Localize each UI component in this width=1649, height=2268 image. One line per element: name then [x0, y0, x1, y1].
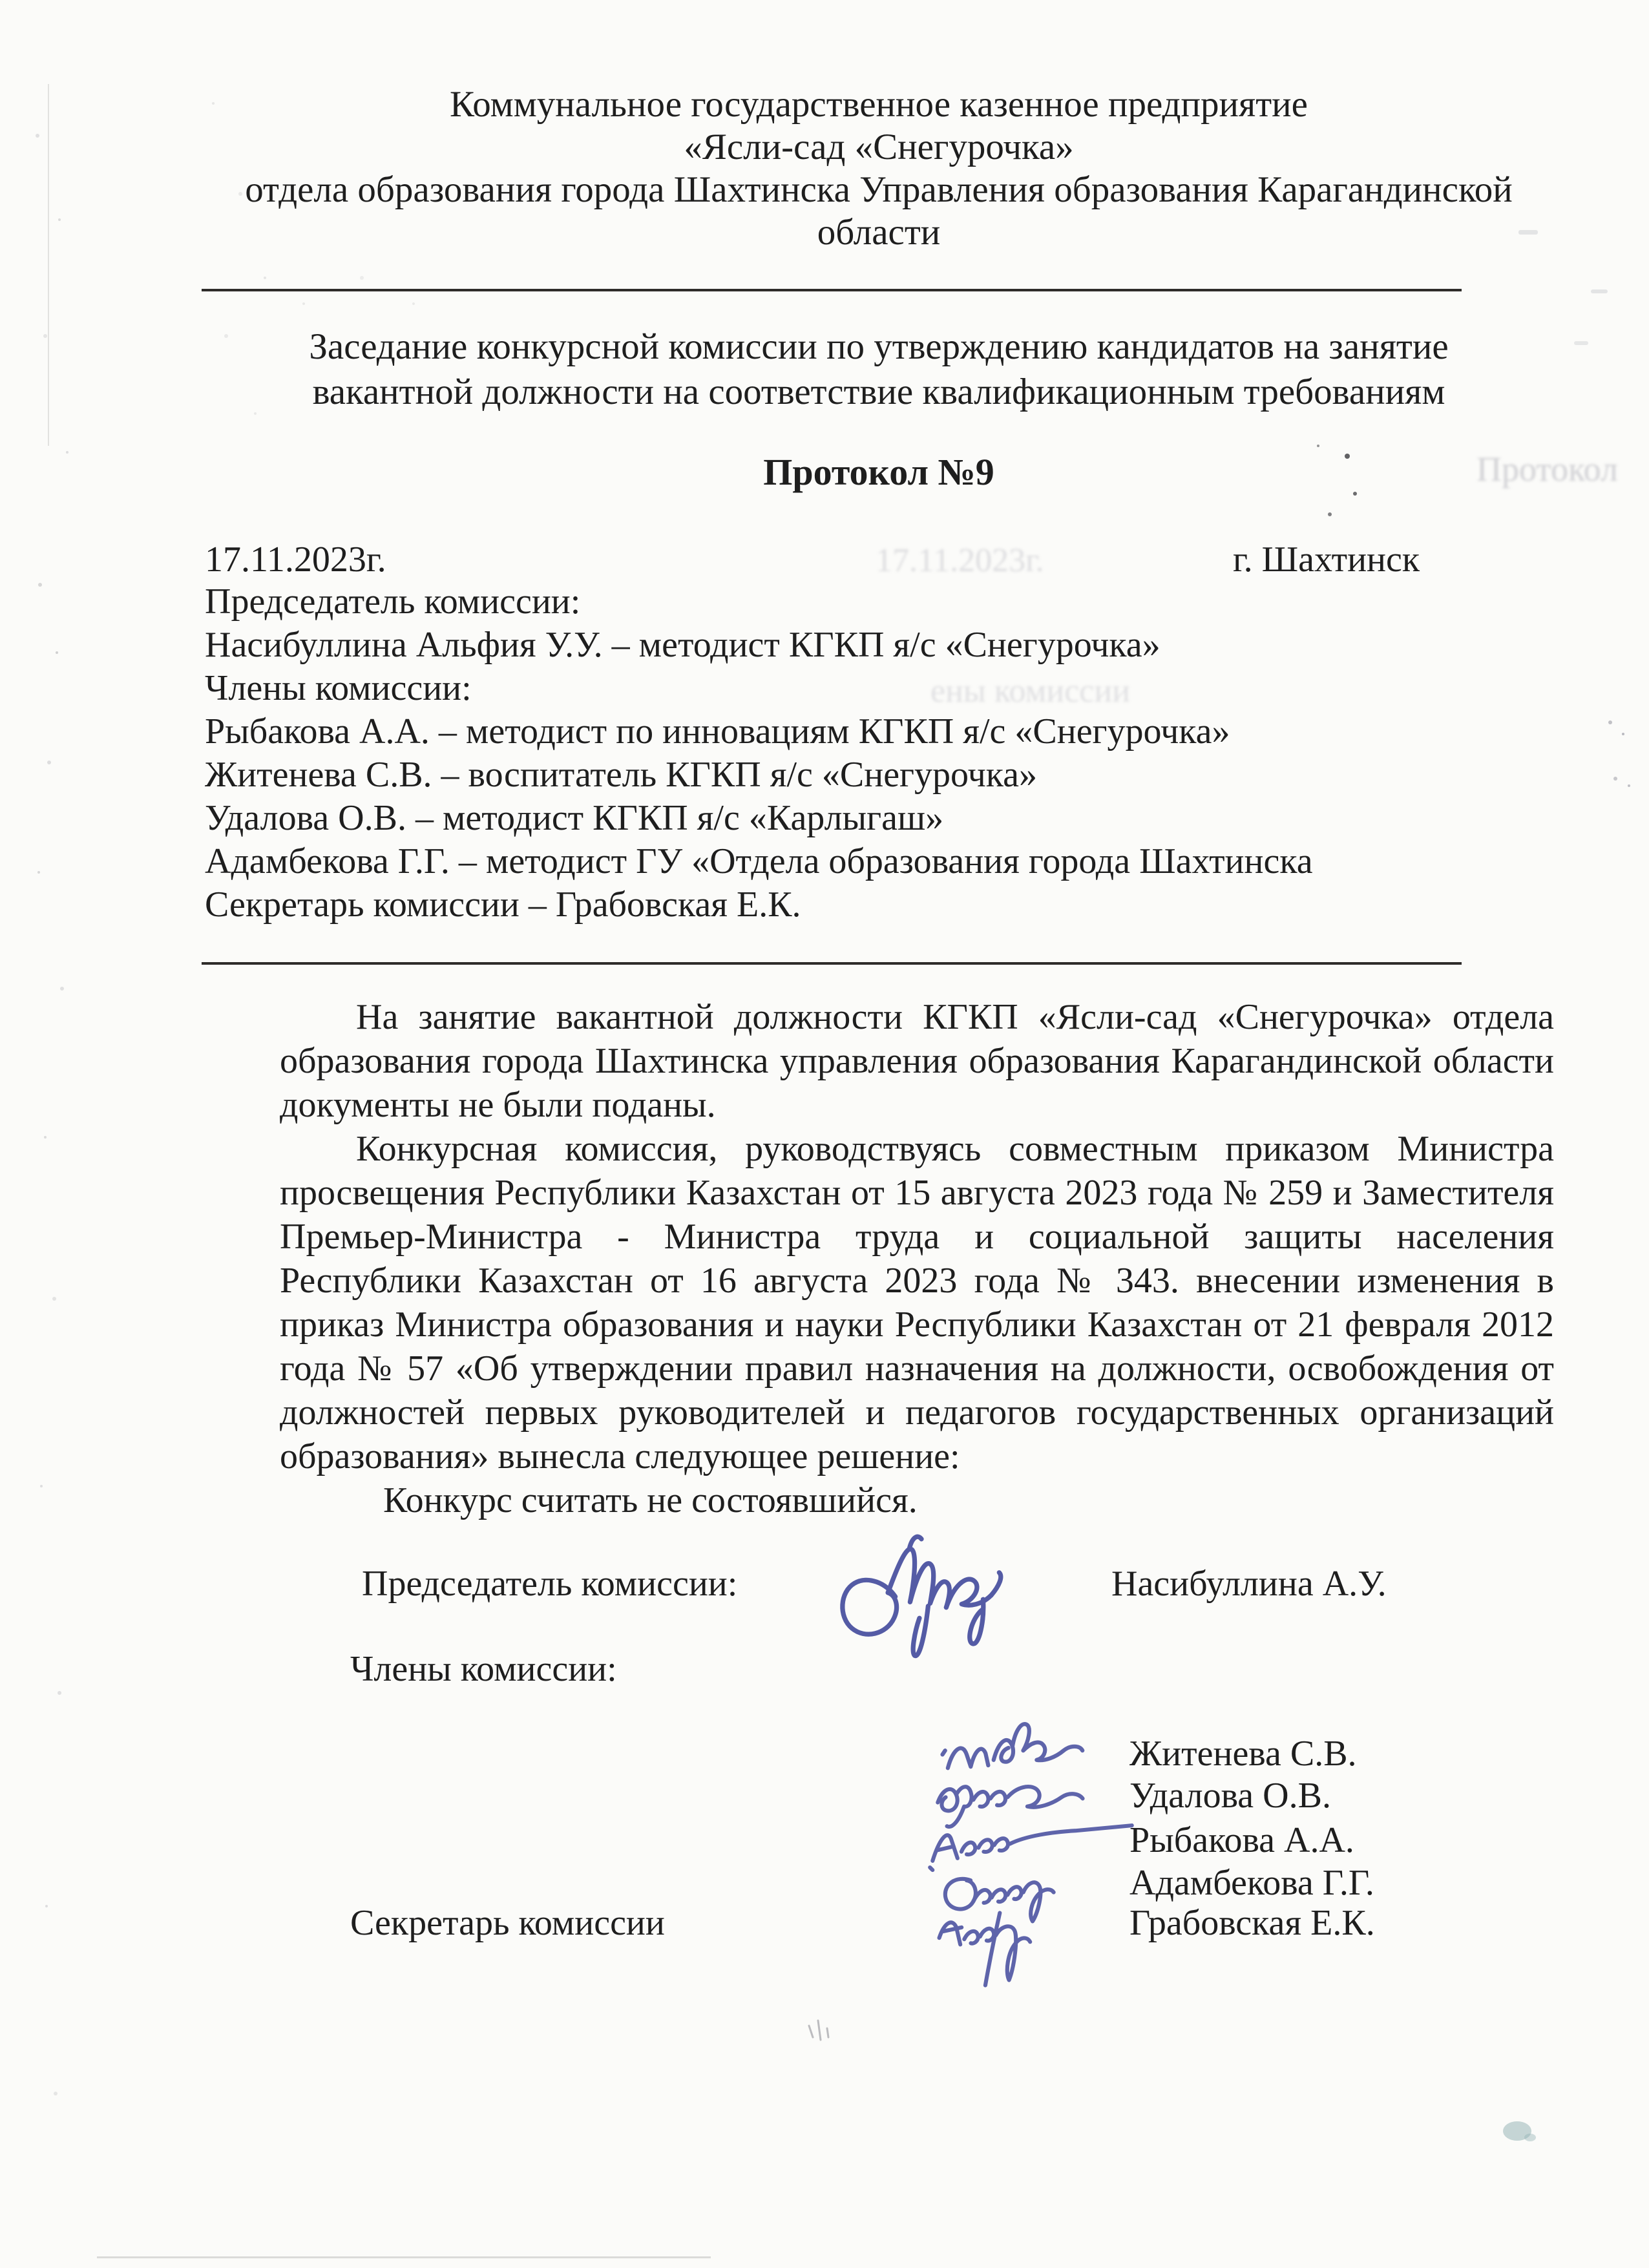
body-text [280, 995, 1554, 1522]
document-date: 17.11.2023г. [205, 540, 386, 580]
signature-member-name: Рыбакова А.А. [1129, 1820, 1354, 1860]
document-city: г. Шахтинск [1233, 540, 1420, 580]
meeting-title-line1: Заседание конкурсной комиссии по утверждению кандидатов на занятие [309, 326, 1449, 367]
bleedthrough-date-text: 17.11.2023г. [876, 542, 1044, 579]
paragraph-decision: Конкурс считать не состоявшийся. [383, 1480, 918, 1520]
chair-entry: Насибуллина Альфия У.У. – методист КГКП я/с «Снегурочка» [205, 625, 1161, 665]
paragraph-no-documents: На занятие вакантной должности КГКП «Ясли-сад «Снегурочка» отдела образования города Шахтинска управления образования Карагандинской области документы не были поданы. [280, 997, 1554, 1125]
signature-member-name: Грабовская Е.К. [1129, 1903, 1375, 1943]
signature-members-label: Члены комиссии: [350, 1649, 617, 1689]
signature-member-name: Житенева С.В. [1129, 1734, 1357, 1774]
member-entry: Рыбакова А.А. – методист по инновациям КГКП я/с «Снегурочка» [205, 711, 1230, 751]
org-header-line3: отдела образования города Шахтинска Управления образования Карагандинской [245, 169, 1513, 210]
commission-list [205, 580, 1497, 927]
org-header-line1: Коммунальное государственное казенное предприятие [450, 84, 1308, 125]
meeting-title [204, 324, 1554, 415]
member-entry: Удалова О.В. – методист КГКП я/с «Карлыгаш» [205, 798, 944, 838]
secretary-entry: Секретарь комиссии – Грабовская Е.К. [205, 885, 801, 925]
signature-secretary-label: Секретарь комиссии [350, 1903, 665, 1943]
members-label: Члены комиссии: [205, 668, 472, 708]
member-entry: Житенева С.В. – воспитатель КГКП я/с «Снегурочка» [205, 755, 1037, 795]
meeting-title-line2: вакантной должности на соответствие квалификационным требованиям [312, 372, 1445, 412]
divider-line-middle [202, 962, 1462, 965]
org-header-line2: «Ясли-сад «Снегурочка» [684, 127, 1074, 167]
bleedthrough-members-text: ены комиссии [930, 673, 1131, 709]
signature-member-name: Удалова О.В. [1129, 1776, 1331, 1816]
member-signature-ink-grabovskaya [921, 1903, 1092, 1997]
paragraph-legal-basis: Конкурсная комиссия, руководствуясь совместным приказом Министра просвещения Республики Казахстан от 15 августа 2023 года № 259 и Заместителя Премьер-Министра - Министра труда и социальной защиты населения Республики Казахстан от 16 августа 2023 года № 343. внесении изменения в приказ Министра образования и науки Республики Казахстан от 21 февраля 2012 года № 57 «Об утверждении правил назначения на должности, освобождения от должностей первых руководителей и педагогов государственных организаций образования» вынесла следующее решение: [280, 1129, 1554, 1476]
org-header [204, 83, 1554, 254]
divider-line-top [202, 289, 1462, 291]
signature-chair-name: Насибуллина А.У. [1111, 1564, 1387, 1604]
chair-label: Председатель комиссии: [205, 582, 581, 622]
signature-member-name: Адамбекова Г.Г. [1129, 1863, 1374, 1903]
member-entry: Адамбекова Г.Г. – методист ГУ «Отдела образования города Шахтинска [205, 841, 1313, 881]
chair-signature-ink [830, 1518, 1011, 1674]
signature-chair-label: Председатель комиссии: [362, 1564, 738, 1604]
bleedthrough-protocol-text: Протокол [1476, 450, 1618, 488]
protocol-number-title: Протокол №9 [763, 451, 994, 493]
org-header-line4: области [817, 212, 941, 253]
